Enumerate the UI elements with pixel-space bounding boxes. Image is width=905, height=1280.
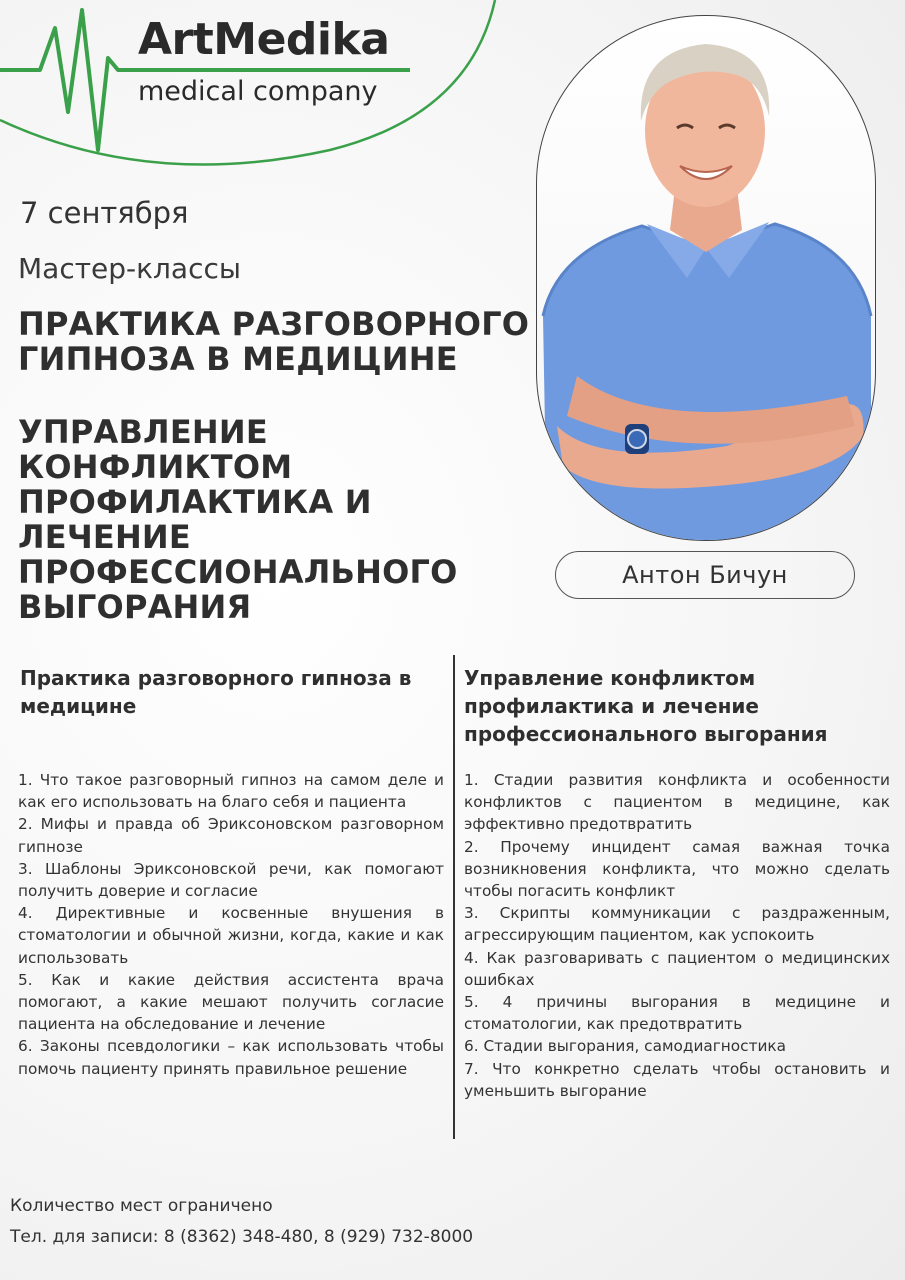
title-2-line: ЛЕЧЕНИЕ — [18, 518, 191, 556]
brand-name: ArtMedika — [138, 14, 390, 65]
right-column-heading: Управление конфликтом профилактика и лечение профессионального выгорания — [464, 666, 828, 746]
left-column-heading: Практика разговорного гипноза в медицине — [20, 666, 412, 718]
brand-tagline: medical company — [138, 76, 378, 107]
seats-note: Количество мест ограничено — [10, 1196, 273, 1216]
title-2-line: ПРОФИЛАКТИКА И — [18, 483, 372, 521]
title-2-line: ПРОФЕССИОНАЛЬНОГО — [18, 553, 458, 591]
title-2-line: КОНФЛИКТОМ — [18, 448, 293, 486]
list-item: 7. Что конкретно сделать чтобы остановить и уменьшить выгорание — [464, 1059, 890, 1100]
speaker-photo — [536, 15, 876, 541]
event-date: 7 сентября — [20, 196, 189, 230]
speaker-name-pill — [555, 551, 855, 599]
event-title-2 — [18, 415, 538, 625]
list-item: 1. Стадии развития конфликта и особенности конфликтов с пациентом в медицине, как эффективно предотвратить — [464, 771, 890, 834]
list-item: 2. Прочему инцидент самая важная точка возникновения конфликта, что можно сделать чтобы погасить конфликт — [464, 837, 890, 901]
event-subtitle: Мастер-классы — [18, 252, 241, 285]
list-item: 4. Директивные и косвенные внушения в стоматологии и обычной жизни, когда, какие и как использовать — [18, 904, 444, 967]
right-topic-list — [464, 769, 890, 1102]
title-2-line: УПРАВЛЕНИЕ — [18, 413, 268, 451]
title-2-line: ВЫГОРАНИЯ — [18, 588, 252, 626]
list-item: 2. Мифы и правда об Эриксоновском разговорном гипнозе — [18, 815, 444, 856]
phone-line[interactable]: Тел. для записи: 8 (8362) 348-480, 8 (929) 732-8000 — [10, 1227, 474, 1247]
speaker-portrait-icon — [537, 16, 875, 540]
list-item: 4. Как разговаривать с пациентом о медицинских ошибках — [464, 948, 890, 989]
event-title-1 — [18, 307, 538, 377]
list-item: 5. Как и какие действия ассистента врача помогают, а какие мешают получить согласие пациента на обследование и лечение — [18, 970, 444, 1034]
list-item: 3. Шаблоны Эриксоновской речи, как помогают получить доверие и согласие — [18, 859, 444, 901]
list-item: 6. Законы псевдологики – как использовать чтобы помочь пациенту принять правильное решение — [18, 1037, 444, 1078]
left-topic-list — [18, 769, 444, 1080]
title-1-line: ПРАКТИКА РАЗГОВОРНОГО — [18, 305, 530, 343]
list-item: 1. Что такое разговорный гипноз на самом деле и как его использовать на благо себя и пациента — [18, 771, 444, 812]
column-divider — [453, 655, 455, 1139]
list-item: 3. Скрипты коммуникации с раздраженным, агрессирующим пациентом, как успокоить — [464, 904, 890, 945]
list-item: 5. 4 причины выгорания в медицине и стоматологии, как предотвратить — [464, 993, 890, 1034]
speaker-name: Антон Бичун — [622, 561, 788, 589]
title-1-line: ГИПНОЗА В МЕДИЦИНЕ — [18, 340, 458, 378]
list-item: 6. Стадии выгорания, самодиагностика — [464, 1037, 787, 1056]
